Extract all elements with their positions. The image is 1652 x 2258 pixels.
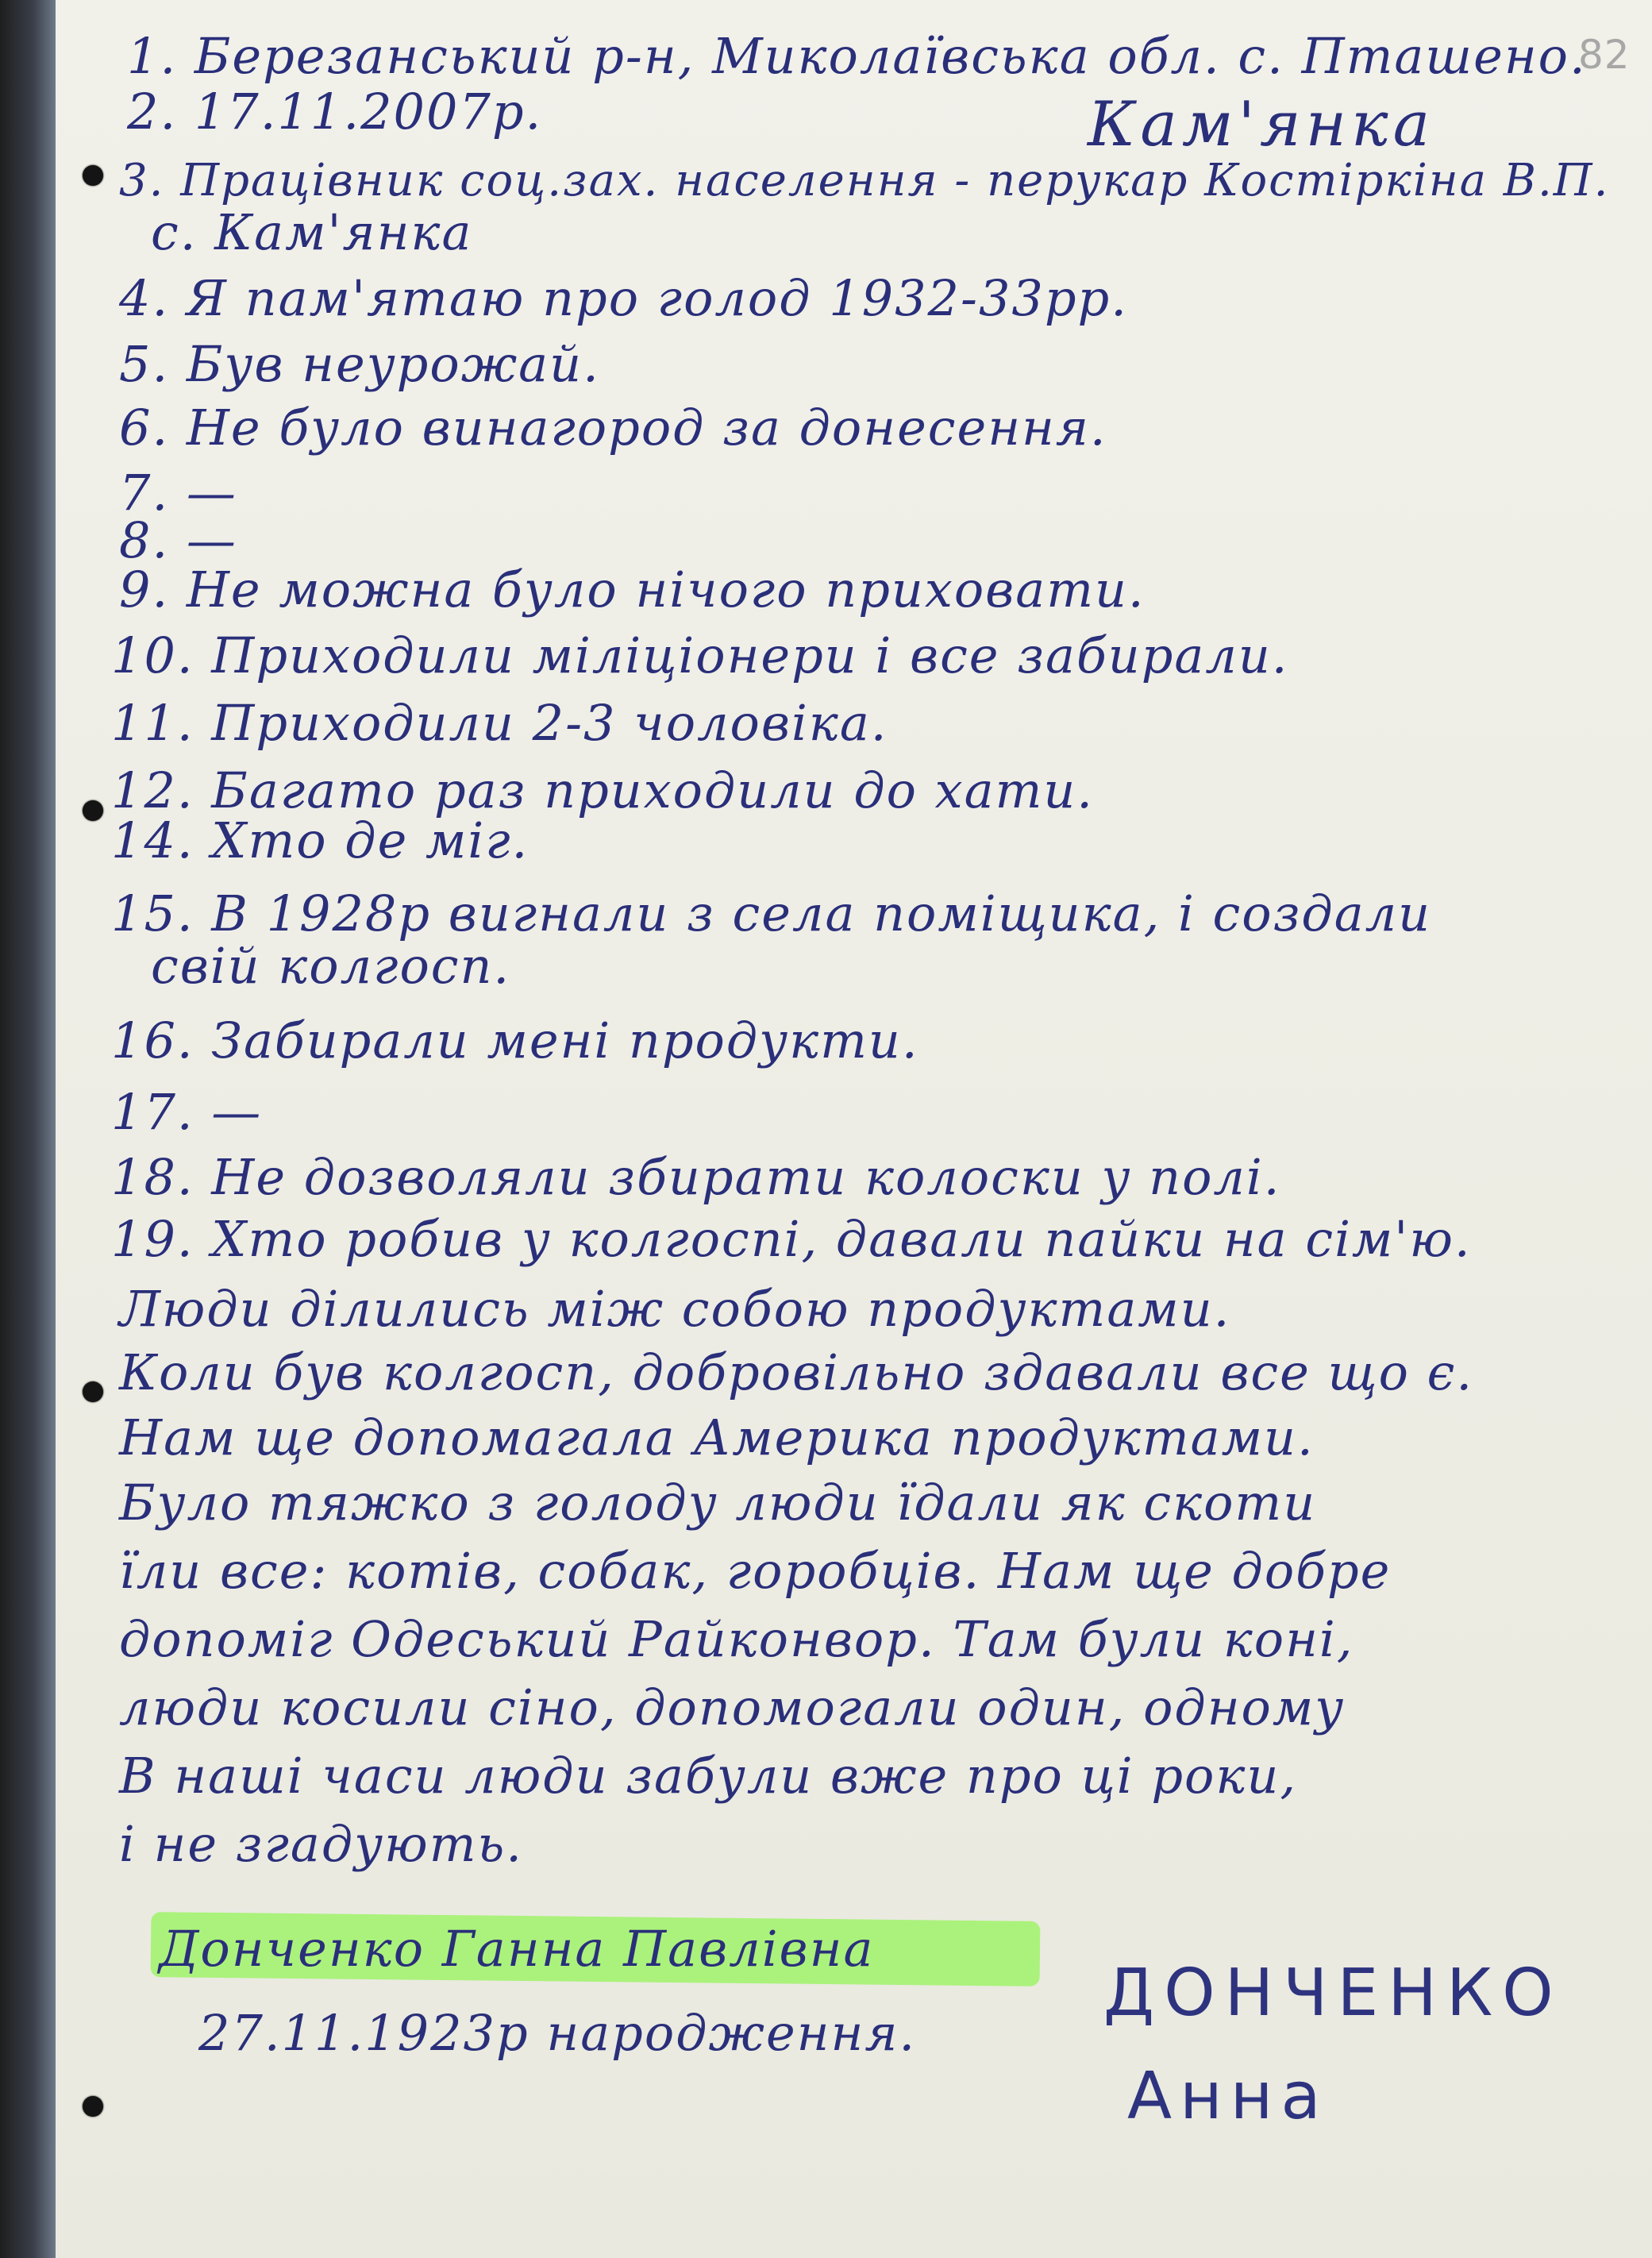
answer-line: 15. В 1928р вигнали з села поміщика, і создали xyxy=(111,884,1432,942)
answer-line: їли все: котів, собак, горобців. Нам ще добре xyxy=(119,1542,1392,1600)
answer-line: 1. Березанський р-н, Миколаївська обл. с. Пташено. xyxy=(127,27,1587,85)
scan-background-edge xyxy=(0,0,56,2258)
answer-line: допоміг Одеський Райконвор. Там були коні, xyxy=(119,1610,1354,1668)
answer-line: 6. Не було винагород за донесення. xyxy=(119,399,1107,457)
answer-line: 19. Хто робив у колгоспі, давали пайки на сім'ю. xyxy=(111,1210,1472,1268)
answer-line: Нам ще допомагала Америка продуктами. xyxy=(119,1408,1315,1466)
answer-line: 14. Хто де міг. xyxy=(111,811,529,869)
answer-line: Коли був колгосп, добровільно здавали все що є. xyxy=(119,1343,1474,1401)
answer-line: 11. Приходили 2-3 чоловіка. xyxy=(111,694,888,752)
answer-line: 16. Забирали мені продукти. xyxy=(111,1011,919,1069)
answer-line: Люди ділились між собою продуктами. xyxy=(119,1280,1231,1338)
village-note: Кам'янка xyxy=(1088,89,1435,160)
answer-line: 10. Приходили міліціонери і все забирали. xyxy=(111,626,1289,684)
answer-line: 3. Працівник соц.зах. населення - перукар Костіркіна В.П. xyxy=(119,155,1610,206)
answer-line: 5. Був неурожай. xyxy=(119,335,600,393)
birth-date-line: 27.11.1923р народження. xyxy=(198,2004,917,2062)
answer-line: 7. — xyxy=(119,464,237,522)
punch-hole xyxy=(83,800,103,821)
answer-line: 4. Я пам'ятаю про голод 1932-33рр. xyxy=(119,269,1128,327)
answer-line: 2. 17.11.2007р. xyxy=(127,83,543,141)
answer-line: свій колгосп. xyxy=(151,937,511,995)
author-name: Донченко Ганна Павлівна xyxy=(159,1920,875,1978)
answer-line: Було тяжко з голоду люди їдали як скоти xyxy=(119,1474,1317,1532)
answer-line: люди косили сіно, допомогали один, одному xyxy=(119,1678,1346,1736)
answer-line: 17. — xyxy=(111,1083,263,1141)
answer-line: 9. Не можна було нічого приховати. xyxy=(119,561,1146,618)
answer-line: В наші часи люди забули вже про ці роки, xyxy=(119,1747,1298,1805)
punch-hole xyxy=(83,2096,103,2117)
signature-first-name: Анна xyxy=(1127,2059,1329,2134)
archive-page-number: 82 xyxy=(1578,32,1631,78)
answer-line: і не згадують. xyxy=(119,1815,523,1873)
answer-line: 8. — xyxy=(119,511,237,569)
answer-line: 12. Багато раз приходили до хати. xyxy=(111,761,1095,819)
answer-line: 18. Не дозволяли збирати колоски у полі. xyxy=(111,1148,1281,1206)
punch-hole xyxy=(83,1381,103,1402)
answer-line: с. Кам'янка xyxy=(151,203,473,261)
signature-surname: ДОНЧЕНКО xyxy=(1103,1956,1563,2031)
punch-hole xyxy=(83,165,103,186)
